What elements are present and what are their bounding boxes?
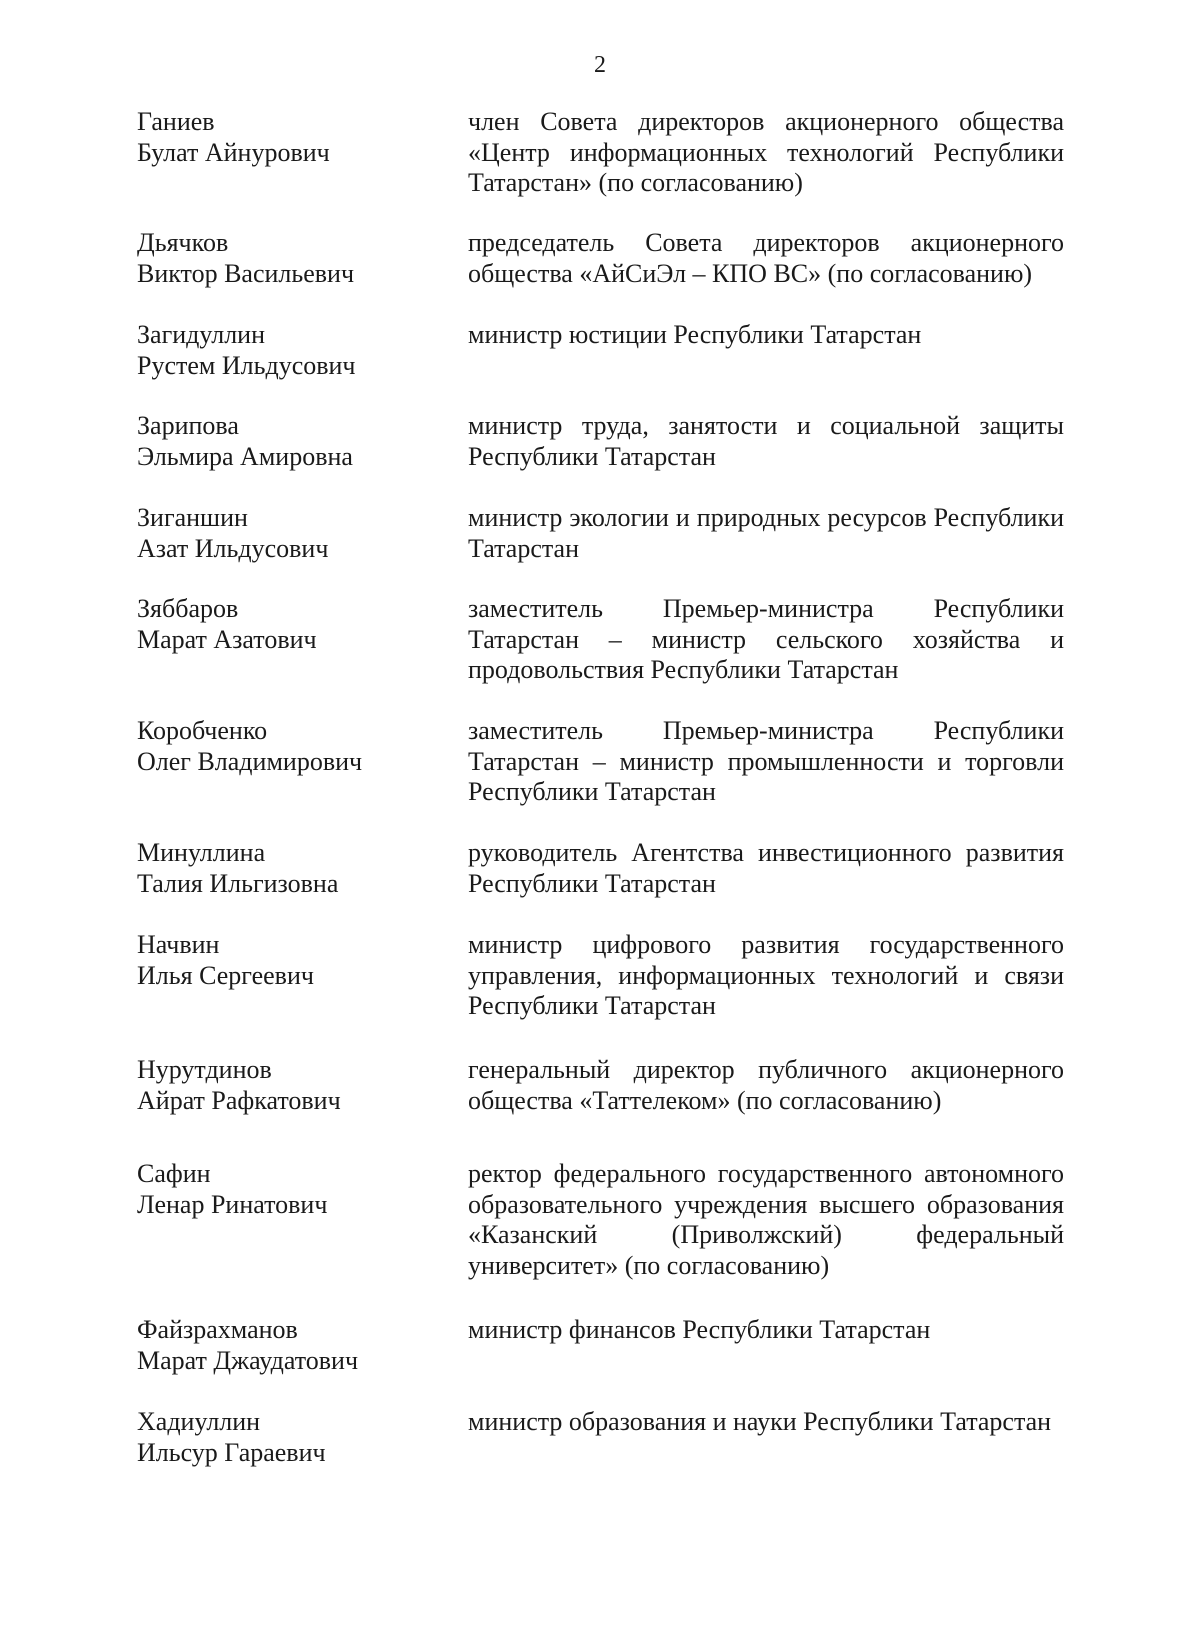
member-surname: Загидуллин — [137, 320, 266, 349]
member-name — [137, 1055, 437, 1116]
member-position: генеральный директор публичного акционерного общества «Таттелеком» (по согласованию) — [468, 1055, 1064, 1115]
member-position: заместитель Премьер-министра Республики Татарстан – министр промышленности и торговли Республики Татарстан — [468, 716, 1064, 806]
member-name — [137, 930, 437, 991]
member-position: заместитель Премьер-министра Республики Татарстан – министр сельского хозяйства и продовольствия Республики Татарстан — [468, 594, 1064, 684]
member-given-names: Азат Ильдусович — [137, 533, 329, 563]
member-given-names: Марат Азатович — [137, 624, 317, 654]
member-name — [137, 228, 437, 289]
member-name — [137, 716, 437, 777]
member-given-names: Эльмира Амировна — [137, 441, 353, 471]
member-surname: Зиганшин — [137, 503, 248, 532]
member-given-names: Булат Айнурович — [137, 137, 330, 167]
member-surname: Ганиев — [137, 107, 215, 136]
page-number: 2 — [594, 52, 606, 78]
member-given-names: Виктор Васильевич — [137, 258, 355, 288]
member-surname: Коробченко — [137, 716, 268, 745]
member-name — [137, 838, 437, 899]
member-name — [137, 1159, 437, 1220]
member-surname: Дьячков — [137, 228, 229, 257]
member-surname: Файзрахманов — [137, 1315, 298, 1344]
member-surname: Сафин — [137, 1159, 211, 1188]
member-name — [137, 594, 437, 655]
member-given-names: Илья Сергеевич — [137, 960, 314, 990]
member-position: руководитель Агентства инвестиционного развития Республики Татарстан — [468, 838, 1064, 898]
member-given-names: Талия Ильгизовна — [137, 868, 339, 898]
member-name — [137, 320, 437, 381]
member-surname: Хадиуллин — [137, 1407, 261, 1436]
member-surname: Зяббаров — [137, 594, 239, 623]
member-name — [137, 503, 437, 564]
member-surname: Зарипова — [137, 411, 239, 440]
member-surname: Минуллина — [137, 838, 266, 867]
member-position: член Совета директоров акционерного общества «Центр информационных технологий Республики Татарстан» (по согласованию) — [468, 107, 1064, 197]
member-position: министр экологии и природных ресурсов Республики Татарстан — [468, 503, 1064, 563]
member-given-names: Ленар Ринатович — [137, 1189, 328, 1219]
member-name — [137, 107, 437, 168]
member-position: председатель Совета директоров акционерного общества «АйСиЭл – КПО ВС» (по согласованию) — [468, 228, 1064, 288]
member-given-names: Марат Джаудатович — [137, 1345, 359, 1375]
member-position: министр образования и науки Республики Татарстан — [468, 1407, 1052, 1436]
member-given-names: Ильсур Гараевич — [137, 1437, 326, 1467]
member-name — [137, 1407, 437, 1468]
member-given-names: Рустем Ильдусович — [137, 350, 356, 380]
member-name — [137, 411, 437, 472]
member-position: ректор федерального государственного автономного образовательного учреждения высшего образования «Казанский (Приволжский) федеральный университет» (по согласованию) — [468, 1159, 1064, 1280]
member-surname: Начвин — [137, 930, 220, 959]
member-position: министр цифрового развития государственного управления, информационных технологий и связи Республики Татарстан — [468, 930, 1064, 1020]
member-position: министр юстиции Республики Татарстан — [468, 320, 922, 349]
member-surname: Нурутдинов — [137, 1055, 272, 1084]
member-name — [137, 1315, 437, 1376]
member-given-names: Олег Владимирович — [137, 746, 363, 776]
member-given-names: Айрат Рафкатович — [137, 1085, 341, 1115]
member-position: министр финансов Республики Татарстан — [468, 1315, 931, 1344]
member-position: министр труда, занятости и социальной защиты Республики Татарстан — [468, 411, 1064, 471]
